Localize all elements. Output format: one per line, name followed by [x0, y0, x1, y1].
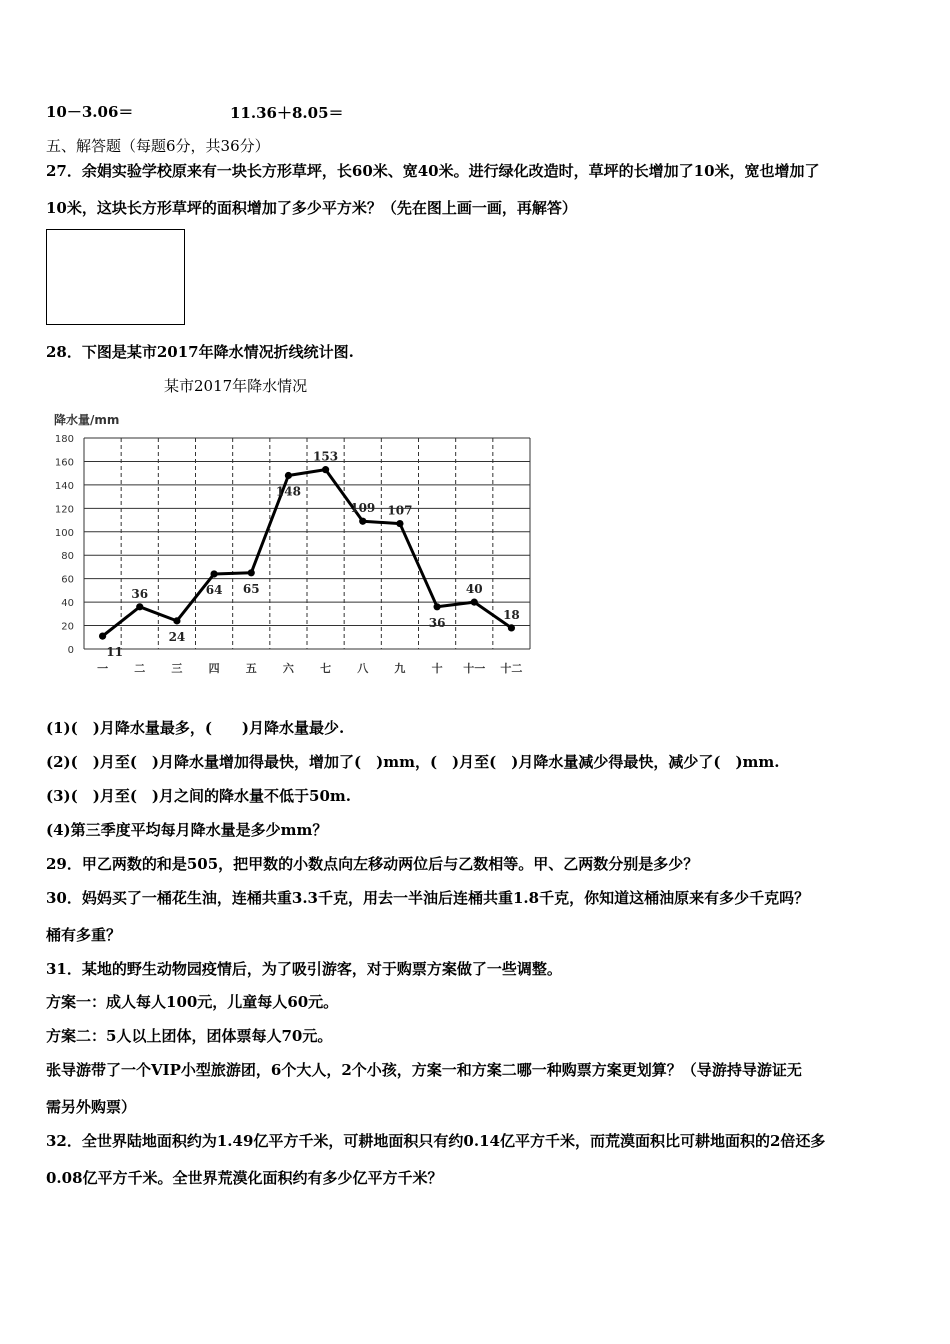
x-tick-label: 八: [357, 662, 369, 675]
section-title: 五、解答题（每题6分，共36分）: [46, 137, 270, 155]
q31-line4: 张导游带了一个VIP小型旅游团，6个大人，2个小孩，方案一和方案二哪一种购票方案更划算？（导游持导游证无: [46, 1061, 802, 1079]
x-tick-label: 十一: [463, 662, 486, 675]
data-label: 64: [205, 582, 223, 597]
y-tick-labels: [55, 434, 74, 656]
q28-intro: 28．下图是某市2017年降水情况折线统计图.: [46, 343, 354, 361]
q32-line2: 0.08亿平方千米。全世界荒漠化面积约有多少亿平方千米？: [46, 1169, 443, 1187]
y-tick-label: 60: [61, 574, 74, 586]
grid-vertical: [84, 438, 530, 649]
data-point: [471, 599, 478, 606]
data-label: 107: [387, 503, 413, 518]
q30-line1: 30．妈妈买了一桶花生油，连桶共重3.3千克，用去一半油后连桶共重1.8千克，你知道这桶油原来有多少千克吗？: [46, 889, 810, 907]
rainfall-line-chart: [44, 370, 544, 680]
x-tick-label: 三: [171, 662, 183, 675]
data-label: 11: [106, 645, 123, 660]
data-label: 153: [313, 449, 339, 464]
data-point: [396, 520, 403, 527]
y-axis-label: 降水量/mm: [54, 413, 120, 427]
q28-sub2: (2)( )月至( )月降水量增加得最快，增加了( )mm，( )月至( )月降水量减少得最快，减少了( )mm.: [46, 753, 780, 771]
data-labels: [106, 450, 520, 659]
q31-line5: 需另外购票）: [46, 1098, 137, 1116]
data-label: 36: [428, 615, 446, 630]
q27-line2: 10米，这块长方形草坪的面积增加了多少平方米？（先在图上画一画，再解答）: [46, 199, 577, 217]
q27-line1: 27．余娟实验学校原来有一块长方形草坪，长60米、宽40米。进行绿化改造时，草坪的长增加了10米，宽也增加了: [46, 162, 820, 180]
calc-a: 10－3.06＝: [46, 103, 134, 121]
data-point: [508, 624, 515, 631]
y-tick-label: 120: [54, 504, 74, 516]
data-label: 18: [503, 607, 520, 622]
x-tick-label: 九: [394, 662, 406, 675]
y-tick-label: 80: [61, 551, 74, 563]
data-point: [285, 472, 292, 479]
data-point: [322, 466, 329, 473]
q28-sub4: (4)第三季度平均每月降水量是多少mm？: [46, 821, 328, 839]
y-tick-label: 20: [61, 621, 74, 633]
data-label: 109: [350, 501, 376, 516]
y-tick-label: 100: [54, 527, 74, 539]
q31-line1: 31．某地的野生动物园疫情后，为了吸引游客，对于购票方案做了一些调整。: [46, 960, 562, 978]
y-tick-label: 40: [61, 598, 74, 610]
x-tick-label: 十: [431, 662, 443, 675]
data-point: [359, 518, 366, 525]
chart-title: 某市2017年降水情况: [164, 377, 308, 395]
y-tick-label: 180: [54, 434, 74, 445]
q30-line2: 桶有多重？: [46, 926, 122, 944]
y-tick-label: 0: [67, 645, 74, 656]
q28-sub3: (3)( )月至( )月之间的降水量不低于50m.: [46, 787, 351, 805]
data-point: [433, 603, 440, 610]
data-point: [99, 633, 106, 640]
y-tick-label: 140: [54, 480, 74, 492]
data-label: 148: [275, 484, 301, 499]
data-label: 40: [465, 582, 483, 597]
x-tick-labels: [97, 661, 522, 675]
data-point: [248, 569, 255, 576]
x-tick-label: 六: [282, 662, 294, 675]
x-tick-label: 五: [245, 662, 257, 675]
x-tick-label: 七: [320, 662, 332, 675]
data-label: 36: [131, 586, 149, 601]
data-point: [136, 603, 143, 610]
y-tick-label: 160: [54, 457, 74, 469]
data-label: 65: [242, 581, 260, 596]
q29-text: 29．甲乙两数的和是505，把甲数的小数点向左移动两位后与乙数相等。甲、乙两数分别是多少？: [46, 855, 699, 873]
drawing-rectangle: [46, 229, 185, 325]
q28-sub1: (1)( )月降水量最多，( )月降水量最少.: [46, 719, 345, 737]
data-point: [210, 570, 217, 577]
data-label: 24: [168, 629, 186, 644]
data-point: [173, 617, 180, 624]
q31-line2: 方案一：成人每人100元，儿童每人60元。: [46, 993, 339, 1011]
q32-line1: 32．全世界陆地面积约为1.49亿平方千米，可耕地面积只有约0.14亿平方千米，而荒漠面积比可耕地面积的2倍还多: [46, 1132, 826, 1150]
x-tick-label: 二: [134, 662, 146, 675]
q31-line3: 方案二：5人以上团体，团体票每人70元。: [46, 1027, 333, 1045]
x-tick-label: 一: [97, 662, 109, 675]
calc-b: 11.36＋8.05＝: [230, 104, 344, 122]
x-tick-label: 四: [208, 662, 220, 675]
x-tick-label: 十二: [500, 662, 523, 675]
